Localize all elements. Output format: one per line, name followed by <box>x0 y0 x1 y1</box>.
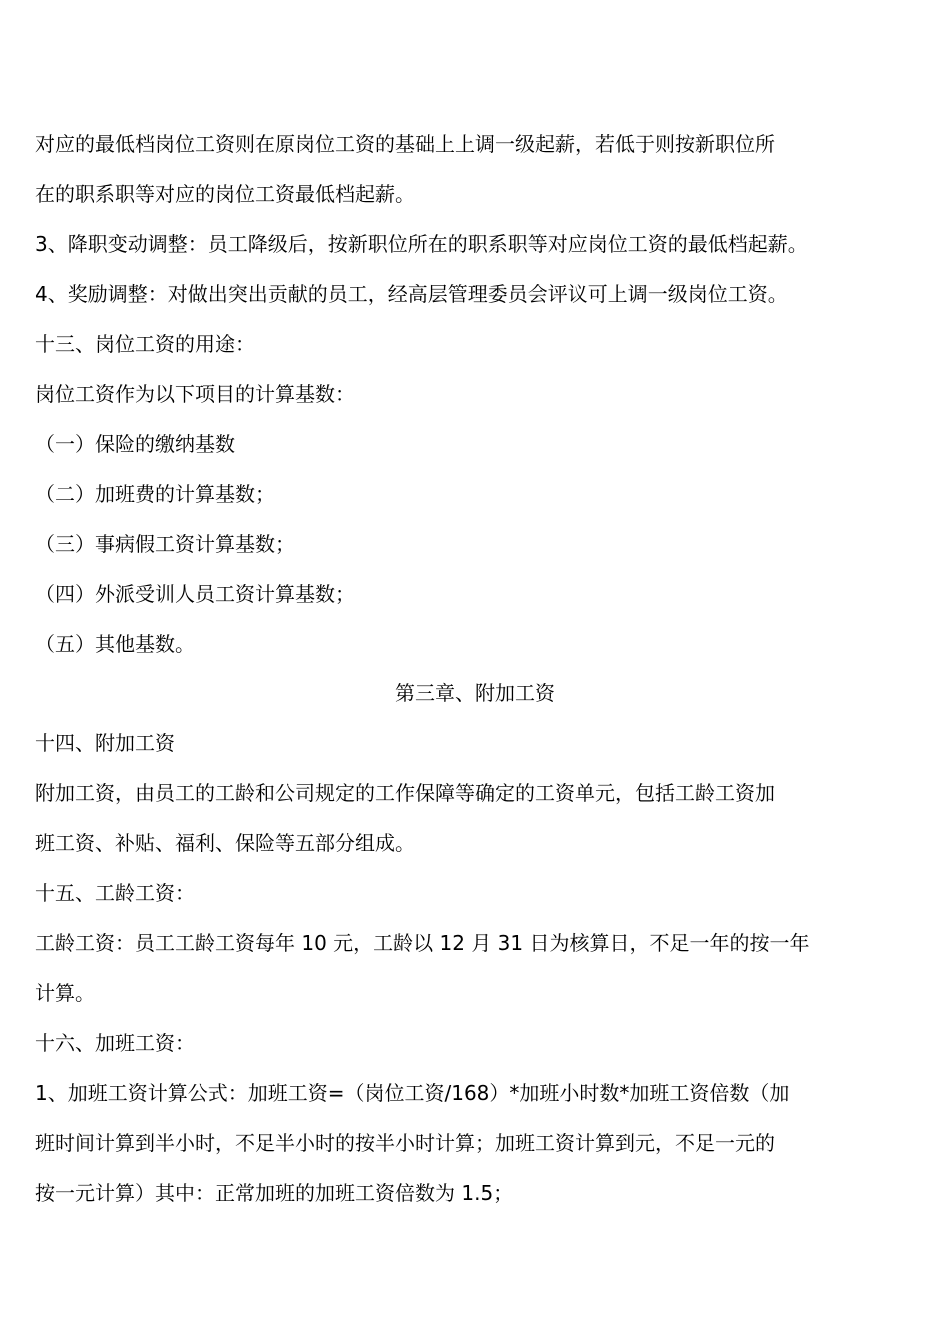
paragraph-line: 3、降职变动调整：员工降级后，按新职位所在的职系职等对应岗位工资的最低档起薪。 <box>35 232 808 256</box>
paragraph-line: 在的职系职等对应的岗位工资最低档起薪。 <box>35 182 415 206</box>
section-heading: 十四、附加工资 <box>35 731 175 755</box>
paragraph-line: 班时间计算到半小时，不足半小时的按半小时计算；加班工资计算到元，不足一元的 <box>35 1131 775 1155</box>
list-item: （五）其他基数。 <box>35 632 195 656</box>
paragraph-line: 1、加班工资计算公式：加班工资=（岗位工资/168）*加班小时数*加班工资倍数（加 <box>35 1081 790 1105</box>
paragraph-line: 工龄工资：员工工龄工资每年 10 元，工龄以 12 月 31 日为核算日，不足一年的按一年 <box>35 931 810 955</box>
list-item: （四）外派受训人员工资计算基数； <box>35 582 355 606</box>
paragraph-line: 按一元计算）其中：正常加班的加班工资倍数为 1.5； <box>35 1181 514 1205</box>
section-heading: 十三、岗位工资的用途： <box>35 332 255 356</box>
section-heading: 十五、工龄工资： <box>35 881 195 905</box>
paragraph-line: 岗位工资作为以下项目的计算基数： <box>35 382 355 406</box>
paragraph-line: 班工资、补贴、福利、保险等五部分组成。 <box>35 831 415 855</box>
section-heading: 十六、加班工资： <box>35 1031 195 1055</box>
paragraph-line: 对应的最低档岗位工资则在原岗位工资的基础上上调一级起薪，若低于则按新职位所 <box>35 132 775 156</box>
paragraph-line: 计算。 <box>35 981 95 1005</box>
list-item: （二）加班费的计算基数； <box>35 482 275 506</box>
chapter-title: 第三章、附加工资 <box>395 681 555 705</box>
paragraph-line: 附加工资，由员工的工龄和公司规定的工作保障等确定的工资单元，包括工龄工资加 <box>35 781 775 805</box>
list-item: （三）事病假工资计算基数； <box>35 532 295 556</box>
list-item: （一）保险的缴纳基数 <box>35 432 235 456</box>
paragraph-line: 4、奖励调整：对做出突出贡献的员工，经高层管理委员会评议可上调一级岗位工资。 <box>35 282 788 306</box>
